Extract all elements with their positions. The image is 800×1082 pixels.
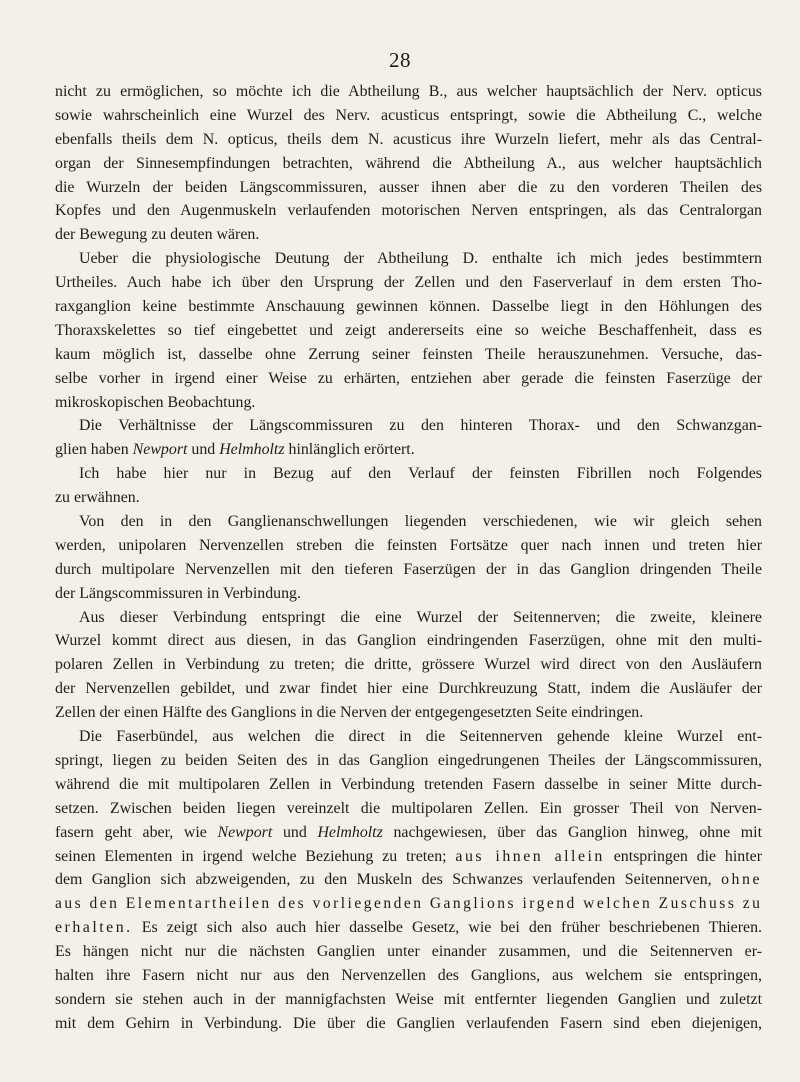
body-text	[55, 80, 762, 1036]
text-line: Die Faserbündel, aus welchen die direct in die Seitennerven gehende kleine Wurzel ent-	[79, 728, 762, 746]
text-line: der Nervenzellen gebildet, und zwar findet hier eine Durchkreuzung Statt, indem die Ausläufer der	[55, 680, 762, 698]
text-line: nicht zu ermöglichen, so möchte ich die Abtheilung B., aus welcher hauptsächlich der Nerv. opticus	[55, 83, 762, 100]
text-line: sondern sie stehen auch in der mannigfachsten Weise mit entfernter liegenden Ganglien und zuletzt	[55, 990, 762, 1008]
text-line: halten ihre Fasern nicht nur aus den Nervenzellen des Ganglions, aus welchem sie entspringen,	[55, 966, 762, 984]
text-line: Ueber die physiologische Deutung der Abtheilung D. enthalte ich mich jedes bestimmtern	[79, 250, 762, 268]
italic-name: Newport	[217, 823, 273, 841]
italic-name: Helmholtz	[219, 441, 285, 459]
text-line: ebenfalls theils dem N. opticus, theils dem N. acusticus ihre Wurzeln liefert, mehr als das Central-	[55, 130, 762, 148]
text-line: zu erwähnen.	[55, 489, 140, 507]
text-line: sowie wahrscheinlich eine Wurzel des Nerv. acusticus entspringt, sowie die Abtheilung C., welche	[55, 106, 762, 124]
text-line: selbe vorher in irgend einer Weise zu erhärten, entziehen aber gerade die feinsten Faserzüge der	[55, 369, 762, 387]
text-line: Ich habe hier nur in Bezug auf den Verlauf der feinsten Fibrillen noch Folgendes	[79, 465, 762, 483]
text-line: kaum möglich ist, dasselbe ohne Zerrung seiner feinsten Theile herauszunehmen. Versuche, das-	[55, 345, 762, 363]
text-line: seinen Elementen in irgend welche Beziehung zu treten; aus ihnen allein entspringen die hinter	[55, 847, 762, 865]
text-line: werden, unipolaren Nervenzellen streben die feinsten Fortsätze quer nach innen und treten hier	[55, 536, 762, 554]
text-line	[55, 892, 762, 916]
text-line: der Längscommissuren in Verbindung.	[55, 584, 301, 602]
text-line: mikroskopischen Beobachtung.	[55, 393, 256, 411]
text-line: Thoraxskelettes so tief eingebettet und zeigt andererseits eine so weiche Beschaffenheit, dass es	[55, 321, 762, 339]
italic-name: Helmholtz	[317, 823, 383, 841]
spaced-emphasis: aus den Elementartheilen des vorliegenden Ganglions irgend welchen Zuschuss zu	[55, 895, 762, 913]
text-line: während die mit multipolaren Zellen in Verbindung tretenden Fasern dasselbe in seiner Mitte durch-	[55, 775, 762, 793]
text-line: setzen. Zwischen beiden liegen vereinzelt die multipolaren Zellen. Ein grosser Theil von Nerven-	[55, 799, 762, 817]
text-line: Von den in den Ganglienanschwellungen liegenden verschiedenen, wie wir gleich sehen	[79, 513, 762, 531]
text-line: der Bewegung zu deuten wären.	[55, 226, 260, 244]
text-line: Zellen der einen Hälfte des Ganglions in die Nerven der entgegengesetzten Seite eindringen.	[55, 704, 644, 722]
text-line: Die Verhältnisse der Längscommissuren zu den hinteren Thorax- und den Schwanzgan-	[79, 417, 762, 435]
text-line: springt, liegen zu beiden Seiten des in das Ganglion eingedrungenen Theiles der Längscommissuren,	[55, 751, 762, 769]
text-line: Urtheiles. Auch habe ich über den Ursprung der Zellen und den Faserverlauf in dem ersten Tho-	[55, 274, 762, 292]
italic-name: Newport	[132, 441, 188, 459]
text-line: Es hängen nicht nur die nächsten Ganglien unter einander zusammen, und die Seitennerven er-	[55, 943, 762, 961]
text-line: erhalten. Es zeigt sich also auch hier dasselbe Gesetz, wie bei den früher beschriebenen Thieren.	[55, 919, 762, 937]
text-line: dem Ganglion sich abzweigenden, zu den Muskeln des Schwanzes verlaufenden Seitennerven, ohne	[55, 871, 762, 889]
page-number: 28	[389, 48, 411, 72]
spaced-emphasis: aus ihnen allein	[455, 847, 605, 865]
text-line: Wurzel kommt direct aus diesen, in das Ganglion eindringenden Faserzügen, ohne mit den multi-	[55, 632, 762, 650]
text-line: glien haben Newport und Helmholtz hinlänglich erörtert.	[55, 441, 415, 459]
text-line: die Wurzeln der beiden Längscommissuren, ausser ihnen aber die zu den vorderen Theilen des	[55, 178, 762, 196]
text-line: Aus dieser Verbindung entspringt die eine Wurzel der Seitennerven; die zweite, kleinere	[79, 608, 762, 626]
text-line: polaren Zellen in Verbindung zu treten; die dritte, grössere Wurzel wird direct von den Ausläufern	[55, 656, 762, 674]
text-line: durch multipolare Nervenzellen mit den tieferen Faserzügen der in das Ganglion dringenden Theile	[55, 560, 762, 578]
text-line: mit dem Gehirn in Verbindung. Die über die Ganglien verlaufenden Fasern sind eben diejenigen,	[55, 1014, 762, 1032]
text-line: fasern geht aber, wie Newport und Helmholtz nachgewiesen, über das Ganglion hinweg, ohne mit	[55, 823, 762, 841]
text-line: Kopfes und den Augenmuskeln verlaufenden motorischen Nerven entspringen, als das Centralorgan	[55, 202, 762, 220]
text-line: organ der Sinnesempfindungen betrachten, während die Abtheilung A., aus welcher hauptsächlich	[55, 154, 762, 172]
spaced-emphasis: ohne	[721, 871, 762, 889]
text-line: raxganglion keine bestimmte Anschauung gewinnen können. Dasselbe liegt in den Höhlungen des	[55, 298, 762, 316]
spaced-emphasis: erhalten.	[55, 919, 133, 937]
